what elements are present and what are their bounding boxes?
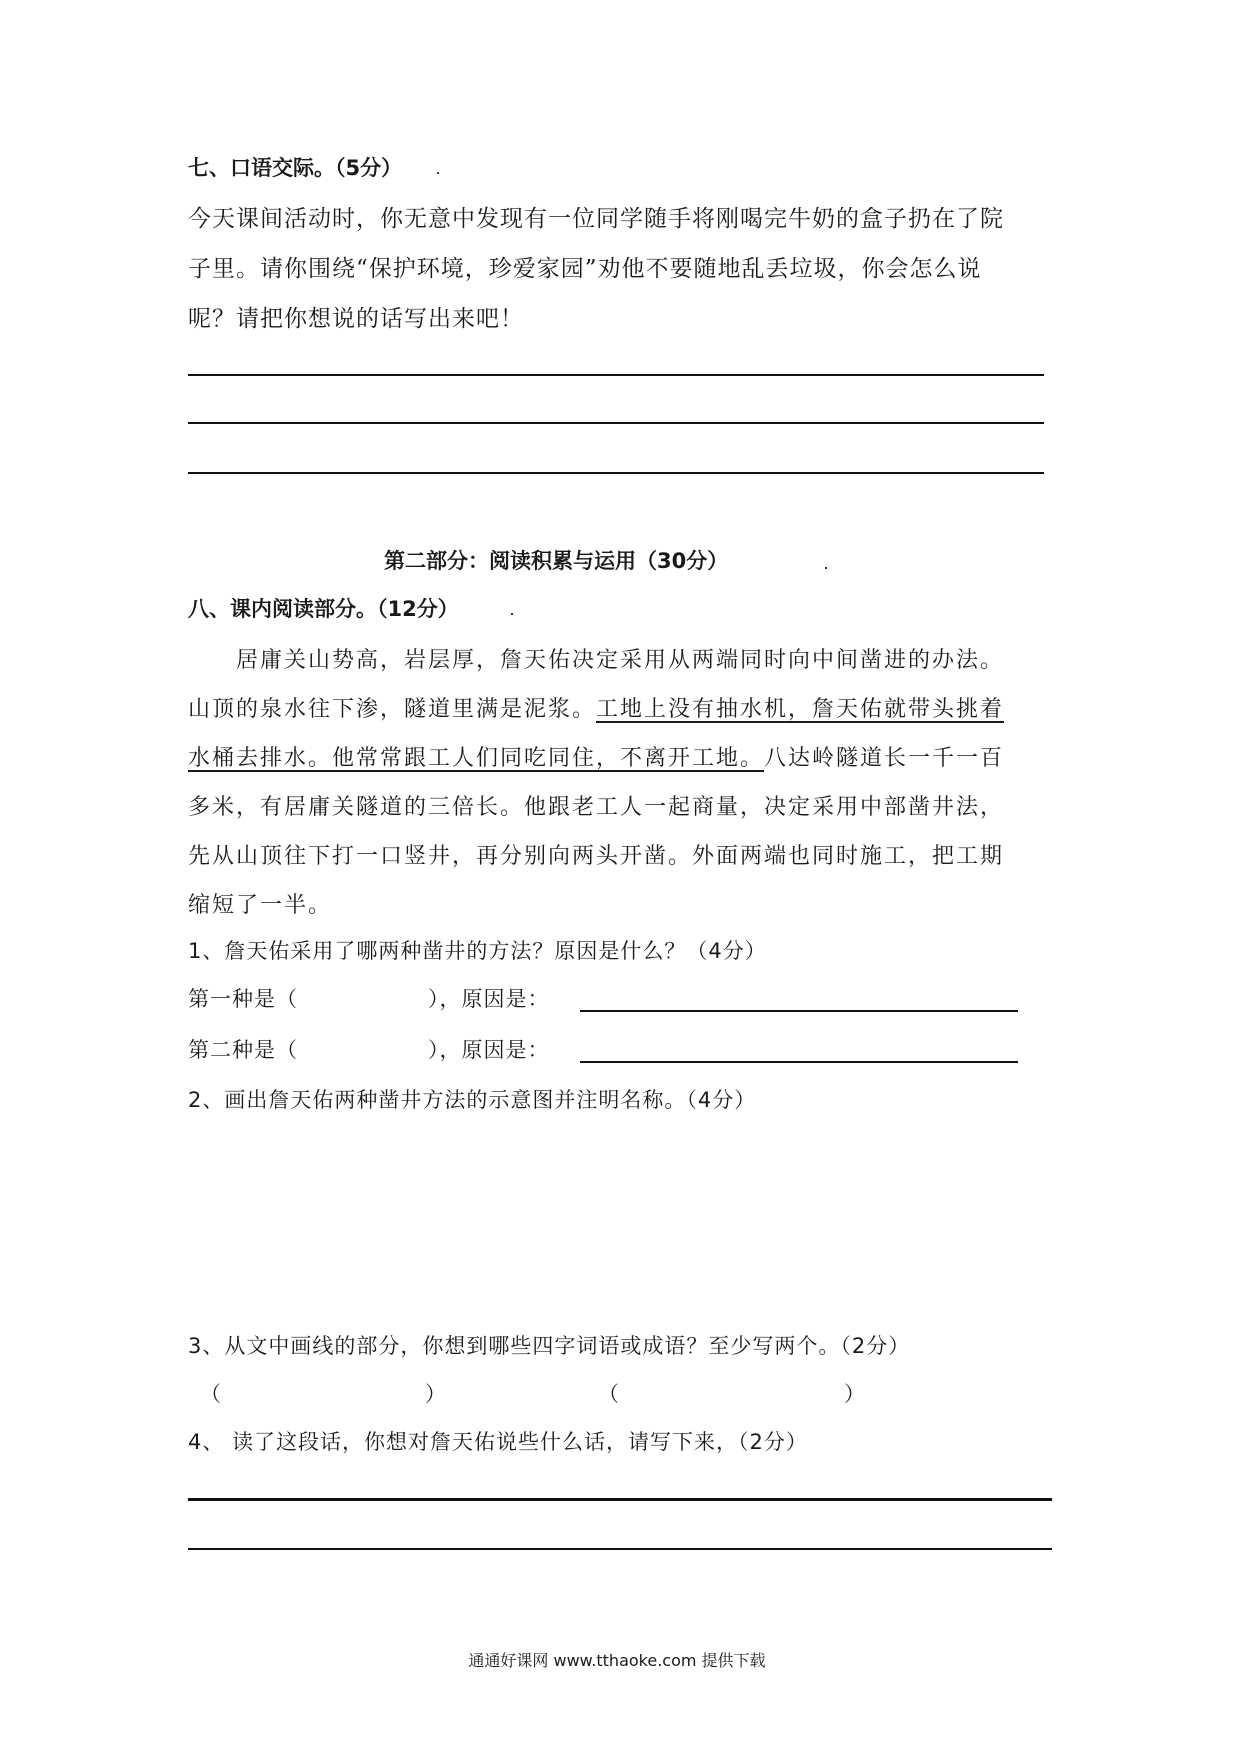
- question-1-row-1-prefix: 第一种是（: [188, 987, 298, 1011]
- section-8-title: 八、课内阅读部分。（12分）: [188, 597, 459, 621]
- passage-underlined-part-1: 工地上没有抽水机，詹天佑就带头挑着: [596, 697, 1005, 722]
- passage-line-5: 先从山顶往下打一口竖井，再分别向两头开凿。外面两端也同时施工，把工期: [188, 844, 1005, 869]
- stray-mark: [825, 567, 827, 569]
- question-1-reason-line-2[interactable]: [580, 1061, 1018, 1063]
- section-7-title: 七、口语交际。（5分）: [188, 156, 403, 180]
- question-2: 2、画出詹天佑两种凿井方法的示意图并注明名称。（4分）: [188, 1088, 757, 1112]
- passage-line-3: [188, 741, 1004, 772]
- answer-line-4-2[interactable]: [188, 1548, 1052, 1550]
- question-3-blank-2-close: ）: [844, 1382, 866, 1406]
- passage-underlined-part-2: 水桶去排水。他常常跟工人们同吃同住，不离开工地。: [188, 746, 765, 771]
- question-3-blank-1-open: （: [200, 1382, 222, 1406]
- question-1: 1、詹天佑采用了哪两种凿井的方法？原因是什么？（4分）: [188, 939, 767, 963]
- drawing-area[interactable]: [188, 1120, 1038, 1320]
- passage-line-1: 居庸关山势高，岩层厚，詹天佑决定采用从两端同时向中间凿进的办法。: [236, 648, 1005, 673]
- stray-mark: [437, 172, 439, 174]
- part-2-heading: 第二部分：阅读积累与运用（30分）: [384, 549, 729, 573]
- passage-line-4: 多米，有居庸关隧道的三倍长。他跟老工人一起商量，决定采用中部凿井法，: [188, 795, 1005, 820]
- stray-mark: [511, 613, 513, 615]
- section-7-line-2: 子里。请你围绕“保护环境，珍爱家园”劝他不要随地乱丢垃圾，你会怎么说: [188, 256, 982, 282]
- question-3-blank-1-close: ）: [425, 1382, 447, 1406]
- question-1-row-1-middle: ），原因是：: [428, 987, 550, 1011]
- question-1-reason-line-1[interactable]: [580, 1010, 1018, 1012]
- question-1-row-2-middle: ），原因是：: [428, 1038, 550, 1062]
- page-footer: 通通好课网 www.tthaoke.com 提供下载: [468, 1651, 766, 1670]
- answer-line-7-3[interactable]: [188, 472, 1044, 474]
- answer-line-7-1[interactable]: [188, 374, 1044, 376]
- question-1-row-2-prefix: 第二种是（: [188, 1038, 298, 1062]
- question-3-blank-2-open: （: [598, 1382, 620, 1406]
- section-7-line-1: 今天课间活动时，你无意中发现有一位同学随手将刚喝完牛奶的盒子扔在了院: [188, 206, 1004, 232]
- passage-line-2: [188, 692, 1004, 723]
- passage-line-6: 缩短了一半。: [188, 893, 333, 918]
- question-4: 4、 读了这段话，你想对詹天佑说些什么话，请写下来，（2分）: [188, 1430, 808, 1454]
- answer-line-7-2[interactable]: [188, 422, 1044, 424]
- section-7-line-3: 呢？请把你想说的话写出来吧！: [188, 306, 524, 332]
- passage-line-2-plain: 山顶的泉水往下渗，隧道里满是泥浆。: [188, 697, 597, 722]
- answer-line-4-1[interactable]: [188, 1498, 1052, 1501]
- question-3: 3、从文中画线的部分，你想到哪些四字词语或成语？至少写两个。（2分）: [188, 1334, 911, 1358]
- passage-line-3-plain: 八达岭隧道长一千一百: [764, 746, 1005, 771]
